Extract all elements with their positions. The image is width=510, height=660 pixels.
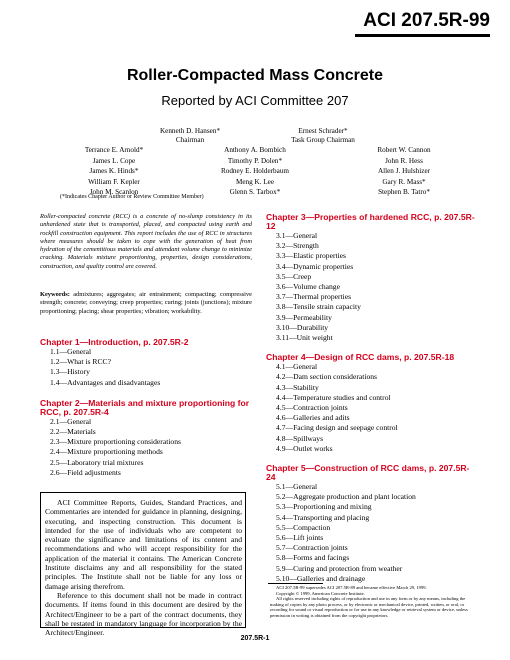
section-item: 3.6—Volume change xyxy=(276,282,340,292)
footnote-line: ACI 207.5R-99 supersedes ACI 207.5R-89 and became effective March 29, 1999. xyxy=(276,585,427,590)
section-item: 4.1—General xyxy=(276,362,318,372)
toc-left xyxy=(40,338,252,478)
footnote xyxy=(270,585,473,619)
section-item: 2.3—Mixture proportioning considerations xyxy=(50,437,181,447)
section-item: 3.9—Permeability xyxy=(276,312,332,322)
page-number: 207.5R-1 xyxy=(240,635,270,642)
member-name: John R. Hess xyxy=(385,156,423,165)
members-column-1 xyxy=(60,145,168,198)
member-name: Glenn S. Tarbox* xyxy=(229,188,281,196)
member-name: Gary R. Mass* xyxy=(382,177,426,186)
section-item: 5.5—Compaction xyxy=(276,522,331,532)
chapter-heading: Chapter 4—Design of RCC dams, p. 207.5R-18 xyxy=(266,352,455,363)
section-item: 1.4—Advantages and disadvantages xyxy=(50,377,161,387)
section-item: 5.2—Aggregate production and plant location xyxy=(276,492,416,502)
section-item: 5.3—Proportioning and mixing xyxy=(276,502,372,512)
header-rule xyxy=(355,34,490,37)
notice-paragraph: ACI Committee Reports, Guides, Standard Practices, and Commentaries are intended for guidance in planning, designing, executing, and inspecting construction. This document is intended for the use of individuals who are competent to evaluate the significance and limitations of its content and recommendations and who will accept responsibility for the application of the material it contains. The American Concrete Institute disclaims any and all responsibility for the stated principles. The Institute shall not be liable for any loss or damage arising therefrom. xyxy=(45,498,242,591)
committee-note: (*Indicates Chapter Author or Review Committee Member) xyxy=(60,194,204,200)
member-name: John M. Scanlon xyxy=(89,188,139,196)
member-name: Terrance E. Arnold* xyxy=(84,146,144,154)
tg-chair-role: Task Group Chairman xyxy=(291,136,355,144)
section-item: 4.2—Dam section considerations xyxy=(276,372,378,382)
section-item: 2.5—Laboratory trial mixtures xyxy=(50,457,144,467)
section-item: 5.9—Curing and protection from weather xyxy=(276,563,403,573)
section-item: 4.3—Stability xyxy=(276,382,319,392)
section-item: 4.7—Facing design and seepage control xyxy=(276,423,398,433)
footnote-line: All rights reserved including rights of reproduction and use in any form or by any means, including the making of copies by any photo process, or by electronic or mechanical device, printed, written, or oral, or recording for sound or visual reproduction or for use in any knowledge or retrieval system or device, unless permission in writing is obtained from the copyright proprietors. xyxy=(270,596,468,618)
task-group-chair xyxy=(273,127,373,145)
member-name: Robert W. Cannon xyxy=(377,146,431,154)
committee-chair xyxy=(140,127,240,145)
tg-chair-name: Ernest Schrader* xyxy=(298,127,348,135)
toc-right xyxy=(266,213,478,584)
notice-box xyxy=(40,492,246,638)
footnote-line: Copyright © 1999, American Concrete Institute. xyxy=(276,590,365,596)
section-item: 3.2—Strength xyxy=(276,241,319,251)
member-name: Rodney E. Holderbaum xyxy=(220,167,290,175)
member-name: Timothy P. Dolen* xyxy=(227,156,283,165)
section-item: 5.6—Lift joints xyxy=(276,533,324,543)
section-item: 1.2—What is RCC? xyxy=(50,357,111,367)
member-name: Anthony A. Bombich xyxy=(224,146,286,154)
section-item: 2.6—Field adjustments xyxy=(50,467,121,477)
section-item: 1.3—History xyxy=(50,367,90,377)
section-item: 1.1—General xyxy=(50,347,92,356)
chair-role: Chairman xyxy=(175,136,205,144)
document-number: ACI 207.5R-99 xyxy=(363,10,490,31)
chapter-heading: Chapter 5—Construction of RCC dams, p. 207.5R-24 xyxy=(266,463,470,483)
section-item: 3.11—Unit weight xyxy=(276,333,333,343)
section-item: 5.10—Galleries and drainage xyxy=(276,573,366,583)
keywords-label: Keywords: xyxy=(40,291,70,298)
section-item: 3.1—General xyxy=(276,231,318,240)
member-name: James K. Hinds* xyxy=(89,167,139,175)
section-item: 5.1—General xyxy=(276,482,318,492)
section-item: 4.9—Outlet works xyxy=(276,443,333,453)
section-item: 2.1—General xyxy=(50,416,92,426)
section-item: 4.6—Galleries and adits xyxy=(276,413,350,423)
section-item: 3.10—Durability xyxy=(276,322,329,332)
section-item: 5.7—Contraction joints xyxy=(276,543,348,553)
member-name: William F. Kepler xyxy=(88,177,140,186)
keywords-text: admixtures; aggregates; air entrainment; compacting; compressive strength; concrete; conveying; creep properties; curing; joints (junctions); mixture proportioning; placing; shear properties; vibration; workability. xyxy=(40,291,252,315)
section-item: 3.8—Tensile strain capacity xyxy=(276,302,361,312)
member-name: Allen J. Hulshizer xyxy=(377,167,431,175)
section-item: 3.3—Elastic properties xyxy=(276,251,347,261)
document-subtitle: Reported by ACI Committee 207 xyxy=(161,93,349,108)
section-item: 5.4—Transporting and placing xyxy=(276,512,370,522)
section-item: 4.4—Temperature studies and control xyxy=(276,392,391,402)
keywords xyxy=(40,291,252,316)
document-title: Roller-Compacted Mass Concrete xyxy=(126,67,384,84)
footnote-rule xyxy=(268,583,323,584)
section-item: 2.2—Materials xyxy=(50,427,96,437)
member-name: Stephen B. Tatro* xyxy=(378,188,430,196)
member-name: James L. Cope xyxy=(92,156,136,165)
section-item: 3.5—Creep xyxy=(276,271,312,281)
member-name: Meng K. Lee xyxy=(235,177,275,186)
section-item: 3.4—Dynamic properties xyxy=(276,261,354,271)
members-column-3 xyxy=(354,145,454,198)
section-item: 4.5—Contraction joints xyxy=(276,403,348,413)
chapter-heading: Chapter 1—Introduction, p. 207.5R-2 xyxy=(40,337,189,347)
chapter-heading: Chapter 3—Properties of hardened RCC, p. 207.5R-12 xyxy=(266,212,475,231)
section-item: 3.7—Thermal properties xyxy=(276,292,352,302)
notice-paragraph: Reference to this document shall not be made in contract documents. If items found in this document are desired by the Architect/Engineer to be a part of the contract documents, they shall be restated in mandatory language for incorporation by the Architect/Engineer. xyxy=(45,590,242,638)
abstract-text: Roller-compacted concrete (RCC) is a concrete of no-slump consistency in its unhardened state that is transported, placed, and compacted using earth and rockfill construction equipment. This report includes the use of RCC in structures where measures should be taken to cope with the generation of heat from hydration of the cementitious materials and attendant volume change to minimize cracking. Materials mixture proportioning, properties, design considerations, construction, and quality control are covered. xyxy=(40,213,252,270)
section-item: 2.4—Mixture proportioning methods xyxy=(50,447,163,457)
chair-name: Kenneth D. Hansen* xyxy=(159,127,221,135)
members-column-2 xyxy=(200,145,310,198)
chapter-heading: Chapter 2—Materials and mixture proportioning for RCC, p. 207.5R-4 xyxy=(40,397,250,417)
section-item: 5.8—Forms and facings xyxy=(276,553,350,563)
section-item: 4.8—Spillways xyxy=(276,433,324,443)
